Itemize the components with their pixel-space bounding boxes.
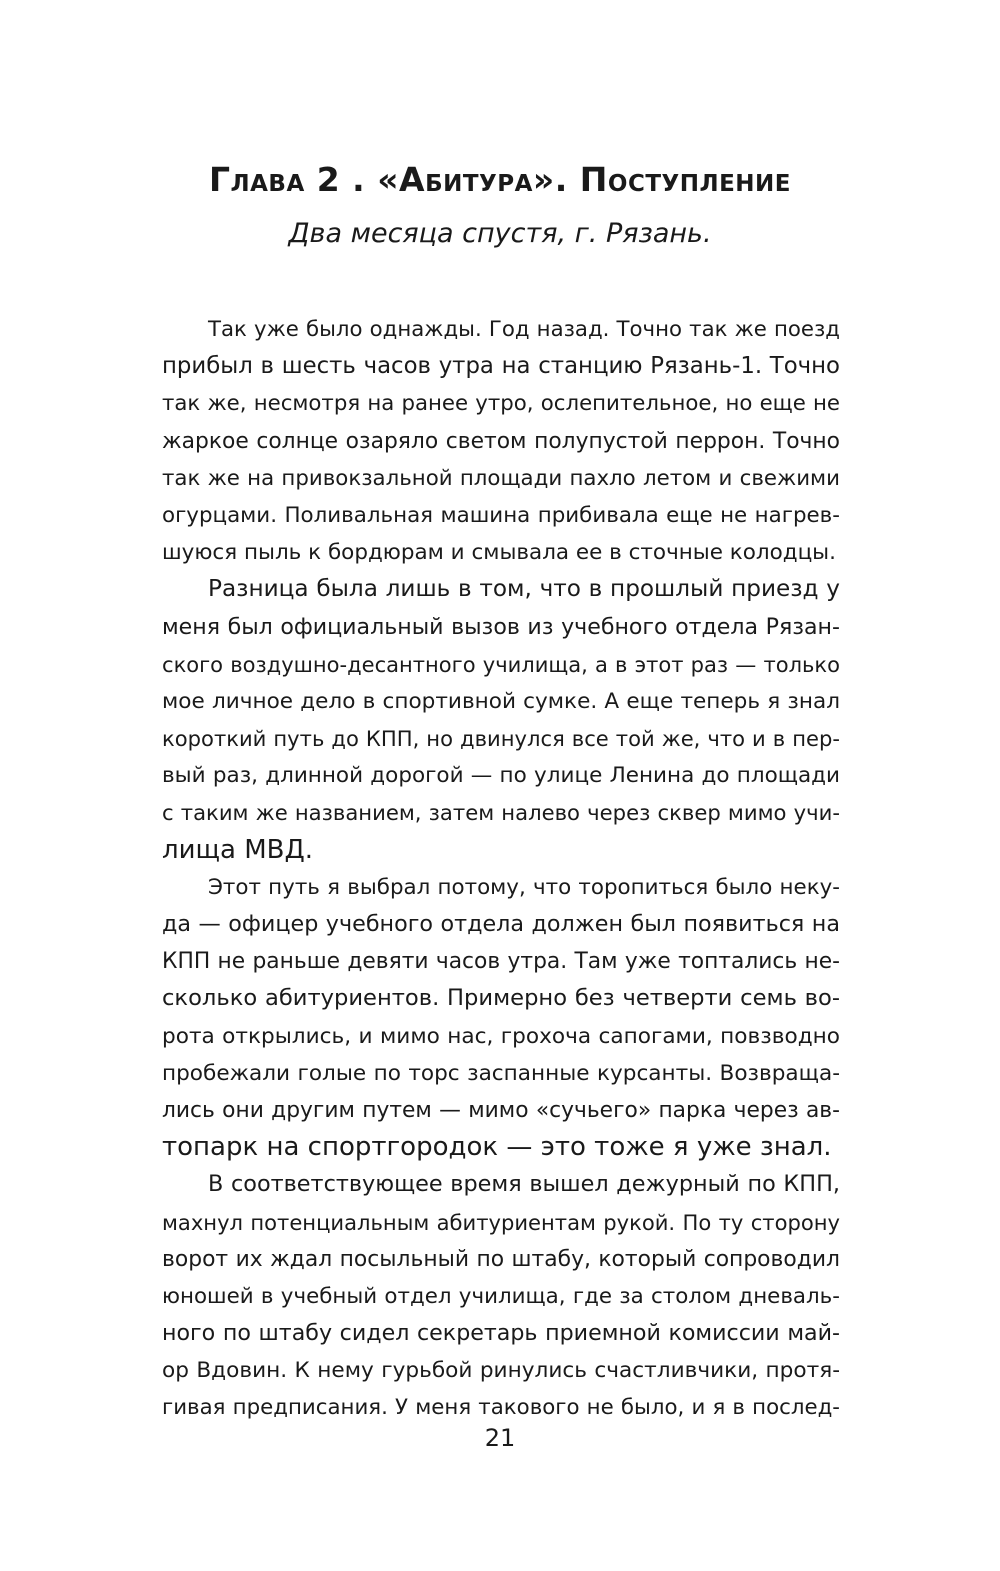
text-line: ского воздушно-десантного училища, а в этот раз — только [162,651,840,677]
page-number: 21 [484,1424,516,1452]
text-line: короткий путь до КПП, но двинулся все той же, что и в пер- [162,726,840,752]
text-line: махнул потенциальным абитуриентам рукой. По ту сторону [162,1209,840,1235]
text-line: ного по штабу сидел секретарь приемной комиссии май- [162,1320,840,1347]
text-line: с таким же названием, затем налево через сквер мимо учи- [162,800,840,826]
text-line: Разница была лишь в том, что в прошлый приезд у [208,576,840,603]
text-line: вый раз, длинной дорогой — по улице Ленина до площади [162,763,840,789]
text-line: так же на привокзальной площади пахло летом и свежими [162,465,840,491]
text-line: прибыл в шесть часов утра на станцию Рязань-1. Точно [162,353,840,380]
text-line: Этот путь я выбрал потому, что торопиться было неку- [208,874,840,900]
chapter-subtitle: Два месяца спустя, г. Рязань. [288,218,712,249]
text-line: лища МВД. [162,834,314,865]
text-line: ворот их ждал посыльный по штабу, который сопроводил [162,1246,840,1272]
text-line: так же, несмотря на ранее утро, ослепительное, но еще не [162,391,840,417]
text-line: юношей в учебный отдел училища, где за столом дневаль- [162,1283,840,1309]
text-line: топарк на спортгородок — это тоже я уже знал. [162,1132,832,1163]
text-line: да — офицер учебного отдела должен был появиться на [162,911,840,937]
body-text [162,311,840,1427]
chapter-title: Глава 2 . «Абитура». Поступление [208,160,792,199]
text-line: шуюся пыль к бордюрам и смывала ее в сточные колодцы. [162,540,836,566]
text-line: гивая предписания. У меня такового не было, и я в послед- [162,1395,840,1421]
text-line: рота открылись, и мимо нас, грохоча сапогами, повзводно [162,1023,840,1049]
text-line: лись они другим путем — мимо «сучьего» парка через ав- [162,1097,840,1123]
text-line: мое личное дело в спортивной сумке. А еще теперь я знал [162,688,840,714]
text-line: Так уже было однажды. Год назад. Точно так же поезд [208,317,840,342]
text-line: пробежали голые по торс заспанные курсанты. Возвраща- [162,1060,840,1086]
text-line: жаркое солнце озаряло светом полупустой перрон. Точно [162,428,840,454]
text-line: КПП не раньше девяти часов утра. Там уже топтались не- [162,949,840,975]
text-line: огурцами. Поливальная машина прибивала еще не нагрев- [162,502,840,528]
text-line: меня был официальный вызов из учебного отдела Рязан- [162,613,840,640]
text-line: ор Вдовин. К нему гурьбой ринулись счастливчики, протя- [162,1358,840,1384]
text-line: В соответствующее время вышел дежурный по КПП, [208,1171,840,1198]
text-line: сколько абитуриентов. Примерно без четверти семь во- [162,985,840,1012]
